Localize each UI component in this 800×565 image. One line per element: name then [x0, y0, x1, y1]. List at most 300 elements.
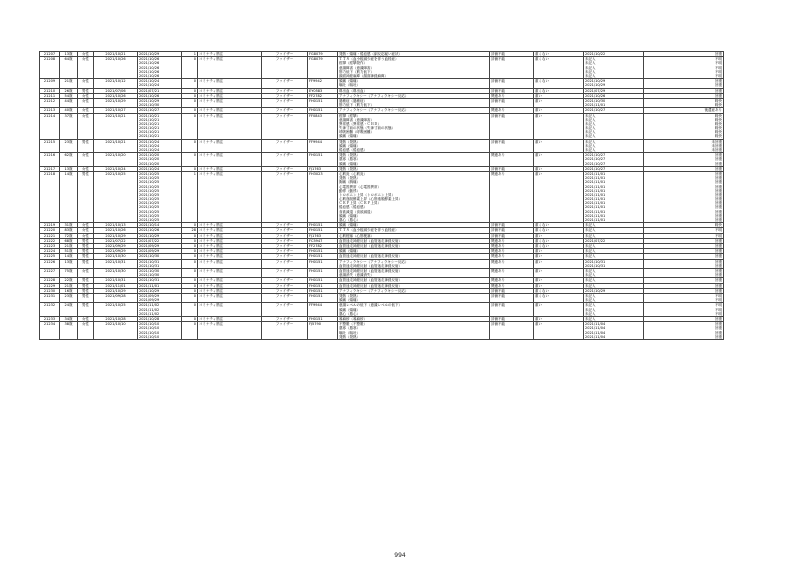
cell-dose: 0: [182, 153, 198, 167]
symptoms-line: 意識消失（意識消失）: [339, 273, 374, 278]
cell-vendor: ファイザー: [262, 249, 308, 254]
cell-date: 2021/10/30: [94, 254, 138, 259]
lot-dates-line: 2021/11/01: [139, 283, 160, 288]
outcome-line: 回復: [715, 213, 722, 218]
table-row: [40, 322, 724, 340]
cell-maker: コミナティ筋注: [198, 254, 262, 259]
lot-dates-line: 2021/10/31: [139, 278, 160, 283]
outcome-line: 回復: [715, 83, 722, 88]
cell-lot-dates: [138, 171, 182, 222]
report-date-line: 2021/11/01: [585, 192, 606, 197]
cell-sex: 男性: [78, 293, 94, 302]
report-date-line: 未記入: [585, 298, 596, 303]
symptoms-line: 頭痛（頭痛）: [339, 79, 360, 84]
cell-no: 21225: [40, 254, 60, 259]
lot-dates-line: 2021/10/21: [139, 130, 160, 135]
cell-severity: 重い: [534, 249, 584, 254]
cell-lot: FG8079: [308, 57, 338, 79]
cell-date: 2021/10/29: [94, 233, 138, 238]
symptoms-line: 食欲減退（食欲減退）: [339, 209, 374, 214]
cell-age: 40歳: [60, 108, 78, 113]
outcome-line: 回復: [715, 322, 722, 327]
lot-dates-line: 2021/09/29: [139, 298, 160, 303]
cell-causality: 評価不能: [490, 57, 534, 79]
report-date-line: 2021/11/01: [585, 171, 606, 176]
cell-sex: 男性: [78, 88, 94, 93]
lot-dates-line: 2021/10/29: [139, 233, 160, 238]
cell-vendor: ファイザー: [262, 166, 308, 171]
symptoms-line: 失神寸前の状態（失神寸前の状態）: [339, 126, 395, 131]
report-date-line: 未記入: [585, 117, 596, 122]
cell-lot: FC5947: [308, 238, 338, 243]
lot-dates-line: 2021/10/25: [139, 192, 160, 197]
outcome-line: 回復: [715, 273, 722, 278]
cell-lot: FJ1763: [308, 166, 338, 171]
cell-causality: 評価不能: [490, 288, 534, 293]
lot-dates-line: 2021/10/21: [139, 121, 160, 126]
cell-severity: 重くない: [534, 79, 584, 88]
report-date-line: 2021/11/01: [585, 201, 606, 206]
symptoms-line: 悪寒（悪寒）: [339, 326, 360, 331]
outcome-line: 回復: [715, 263, 722, 268]
cell-causality: 評価不能: [490, 113, 534, 139]
cell-date: 2021/07/06: [94, 88, 138, 93]
report-date-line: 2021/07/22: [585, 238, 606, 243]
outcome-line: 不明: [715, 307, 722, 312]
lot-dates-line: 2021/10/30: [139, 254, 160, 259]
cell-causality: 評価不能: [490, 98, 534, 107]
cell-dose: 0: [182, 113, 198, 139]
lot-dates-line: 2021/10/10: [139, 326, 160, 331]
cell-severity: 重くない: [534, 238, 584, 243]
cell-lot-dates: [138, 79, 182, 88]
cell-dose: 0: [182, 79, 198, 88]
cell-lot: FH0151: [308, 108, 338, 113]
cell-date: 2021/10/26: [94, 228, 138, 233]
cell-sex: 女性: [78, 228, 94, 233]
cell-maker: コミナティ筋注: [198, 171, 262, 222]
outcome-line: 回復: [715, 254, 722, 259]
lot-dates-line: 2021/10/25: [139, 218, 160, 223]
cell-no: 21234: [40, 322, 60, 340]
outcome-line: 軽快: [715, 130, 722, 135]
cell-vendor: ファイザー: [262, 57, 308, 79]
cell-causality: 関連あり: [490, 254, 534, 259]
cell-dose: 0: [182, 259, 198, 268]
cell-age: 14歳: [60, 171, 78, 222]
report-date-line: 2021/10/29: [585, 79, 606, 84]
report-date-line: 2021/11/01: [585, 205, 606, 210]
lot-dates-line: 2021/09/29: [139, 249, 160, 254]
cell-no: 21218: [40, 171, 60, 222]
cell-age: 68歳: [60, 238, 78, 243]
report-date-line: 未記入: [585, 65, 596, 70]
cell-maker: コミナティ筋注: [198, 238, 262, 243]
cell-date: 2021/09/29: [94, 249, 138, 254]
cell-lot: FH0151: [308, 223, 338, 228]
outcome-line: 不明: [715, 69, 722, 74]
outcome-line: 回復: [715, 326, 722, 331]
report-date-line: 未記入: [585, 303, 596, 308]
outcome-line: 不明: [715, 233, 722, 238]
outcome-line: 回復: [715, 153, 722, 158]
cell-date: 2021/10/26: [94, 57, 138, 79]
lot-dates-line: 2021/10/30: [139, 269, 160, 273]
cell-lot: FH0151: [308, 228, 338, 233]
cell-lot: FH0151: [308, 278, 338, 283]
cell-causality: 関連あり: [490, 244, 534, 249]
table-row: [40, 57, 724, 79]
cell-no: 21230: [40, 288, 60, 293]
symptoms-line: 発熱（発熱）: [339, 166, 360, 171]
cell-lot-dates: [138, 293, 182, 302]
cell-vendor: ファイザー: [262, 233, 308, 238]
cell-dose: 0: [182, 233, 198, 238]
lot-dates-line: 2021/10/25: [139, 201, 160, 206]
outcome-line: 軽快: [715, 121, 722, 126]
cell-severity: 重くない: [534, 288, 584, 293]
cell-maker: コミナティ筋注: [198, 244, 262, 249]
cell-date: 2021/10/12: [94, 79, 138, 88]
report-date-line: 未記入: [585, 130, 596, 135]
cell-dose: 0: [182, 223, 198, 228]
lot-dates-line: 2021/10/20: [139, 153, 160, 158]
report-date-line: 未記入: [585, 134, 596, 139]
lot-dates-line: 2021/10/24: [139, 139, 160, 144]
symptoms-line: 意識障害（意識障害）: [339, 65, 374, 70]
symptoms-line: 心電図異常（心電図異常）: [339, 184, 381, 189]
cell-no: 21210: [40, 88, 60, 93]
cell-report-date: [584, 98, 644, 107]
lot-dates-line: 2021/10/25: [139, 184, 160, 189]
cell-age: 21歳: [60, 244, 78, 249]
outcome-line: 回復: [715, 52, 722, 56]
report-date-line: 未記入: [585, 316, 596, 321]
cell-date: 2021/10/27: [94, 108, 138, 113]
cell-sex: 女性: [78, 52, 94, 57]
cell-causality: 評価不能: [490, 52, 534, 57]
report-date-line: 2021/11/04: [585, 334, 606, 339]
cell-dose: 0: [182, 254, 198, 259]
lot-dates-line: 2021/11/02: [139, 311, 160, 316]
report-date-line: 2021/10/31: [585, 263, 606, 268]
page-number: 994: [394, 552, 406, 559]
outcome-line: 回復: [715, 249, 722, 254]
outcome-line: 回復: [715, 259, 722, 264]
cell-vendor: ファイザー: [262, 269, 308, 278]
cell-causality: 関連あり: [490, 93, 534, 98]
cell-no: 21212: [40, 98, 60, 107]
lot-dates-line: 2021/10/14: [139, 223, 160, 228]
outcome-line: 回復: [715, 205, 722, 210]
lot-dates-line: 2021/10/25: [139, 205, 160, 210]
cell-report-date: [584, 293, 644, 302]
symptoms-line: 心筋逸脱酵素上昇（心筋逸脱酵素上昇）: [339, 197, 402, 202]
lot-dates-line: 2021/10/26: [139, 57, 160, 62]
cell-causality: 関連あり: [490, 249, 534, 254]
cell-vendor: ファイザー: [262, 303, 308, 317]
cell-dose: 28: [182, 228, 198, 233]
symptoms-line: 意識レベルの低下（意識レベルの低下）: [339, 303, 402, 308]
cell-lot: FH0151: [308, 293, 338, 302]
report-date-line: 未記入: [585, 254, 596, 259]
cell-no: 21214: [40, 113, 60, 139]
outcome-line: 回復: [715, 188, 722, 193]
symptoms-line: 蕁麻疹（蕁麻疹）: [339, 316, 367, 321]
cell-sex: 女性: [78, 108, 94, 113]
cell-dose: 0: [182, 293, 198, 302]
cell-no: 21216: [40, 153, 60, 167]
cell-severity: 重くない: [534, 223, 584, 228]
cell-dose: 0: [182, 288, 198, 293]
cell-no: 21221: [40, 233, 60, 238]
cell-age: 37歳: [60, 113, 78, 139]
table-row: [40, 259, 724, 268]
cell-maker: コミナティ筋注: [198, 293, 262, 302]
report-date-line: 未記入: [585, 143, 596, 148]
cell-causality: 関連あり: [490, 278, 534, 283]
outcome-line: 不明: [715, 61, 722, 66]
lot-dates-line: 2021/10/24: [139, 143, 160, 148]
cell-lot-dates: [138, 303, 182, 317]
lot-dates-line: 2021/11/02: [139, 307, 160, 312]
lot-dates-line: 2021/10/21: [139, 117, 160, 122]
symptoms-line: 発熱（発熱）: [339, 293, 360, 298]
report-date-line: 未記入: [585, 244, 596, 249]
cell-date: 2021/10/31: [94, 278, 138, 283]
outcome-line: 未回復: [711, 139, 722, 144]
cell-no: 21223: [40, 244, 60, 249]
lot-dates-line: 2021/07/22: [139, 238, 160, 243]
symptoms-line: 鼻出血（鼻出血）: [339, 88, 367, 93]
outcome-line: 軽快: [715, 113, 722, 118]
symptoms-line: 血管迷走神経反射（血管迷走神経反射）: [339, 238, 402, 243]
cell-age: 83歳: [60, 228, 78, 233]
cell-severity: 重い: [534, 171, 584, 222]
outcome-line: 回復: [715, 334, 722, 339]
cell-symptoms: [338, 79, 490, 88]
cell-causality: 評価不能: [490, 223, 534, 228]
symptoms-line: 頭痛（頭痛）: [339, 134, 360, 139]
cell-lot-dates: [138, 269, 182, 278]
cell-date: 2021/10/31: [94, 259, 138, 268]
cell-severity: 重い: [534, 113, 584, 139]
cell-lot: FH3023: [308, 171, 338, 222]
symptoms-line: 頭痛（頭痛）: [339, 213, 360, 218]
cell-age: 72歳: [60, 233, 78, 238]
symptoms-line: 悪寒（悪寒）: [339, 157, 360, 162]
cell-age: 54歳: [60, 93, 78, 98]
cell-dose: 0: [182, 139, 198, 153]
cell-sex: 男性: [78, 254, 94, 259]
report-date-line: 2021/11/04: [585, 330, 606, 335]
symptoms-line: 頭痛（頭痛）: [339, 298, 360, 303]
lot-dates-line: 2021/10/29: [139, 288, 160, 293]
cell-outcome: [644, 259, 724, 268]
cell-severity: 重くない: [534, 57, 584, 79]
cell-no: 21228: [40, 278, 60, 283]
lot-dates-line: 2021/10/24: [139, 148, 160, 152]
lot-dates-line: 2021/10/25: [139, 197, 160, 202]
cell-vendor: ファイザー: [262, 223, 308, 228]
cell-symptoms: [338, 171, 490, 222]
cell-symptoms: [338, 269, 490, 278]
cell-maker: コミナティ筋注: [198, 283, 262, 288]
cell-age: 13歳: [60, 259, 78, 268]
report-date-line: 未記入: [585, 148, 596, 152]
cell-lot: FH0151: [308, 316, 338, 321]
report-date-line: 未記入: [585, 311, 596, 316]
symptoms-line: アナフィラキシー（アナフィラキシー反応）: [339, 259, 409, 264]
lot-dates-line: 2021/10/26: [139, 61, 160, 66]
cell-causality: 評価不能: [490, 293, 534, 302]
outcome-line: 不明: [715, 311, 722, 316]
lot-dates-line: 2021/10/26: [139, 228, 160, 233]
cell-report-date: [584, 269, 644, 278]
report-date-line: 未記入: [585, 269, 596, 273]
cell-vendor: ファイザー: [262, 139, 308, 153]
cell-report-date: [584, 303, 644, 317]
cell-symptoms: [338, 303, 490, 317]
report-date-line: 2021/10/27: [585, 153, 606, 158]
outcome-line: 回復: [715, 180, 722, 185]
cell-sex: 男性: [78, 139, 94, 153]
outcome-line: 回復: [715, 218, 722, 223]
cell-no: 21209: [40, 79, 60, 88]
cell-date: 2021/09/29: [94, 244, 138, 249]
symptoms-line: 血管迷走神経反射（血管迷走神経反射）: [339, 269, 402, 273]
cell-maker: コミナティ筋注: [198, 303, 262, 317]
report-date-line: 未記入: [585, 139, 596, 144]
cell-no: 21219: [40, 223, 60, 228]
cell-lot: FH0151: [308, 249, 338, 254]
cell-causality: 評価不能: [490, 303, 534, 317]
cell-no: 21224: [40, 249, 60, 254]
outcome-line: 回復: [715, 79, 722, 84]
cell-lot: FF9942: [308, 79, 338, 88]
cell-dose: 0: [182, 244, 198, 249]
outcome-line: 不明: [715, 228, 722, 233]
report-table-container: [39, 51, 723, 490]
symptoms-line: 発熱（発熱）: [339, 153, 360, 158]
cell-causality: 評価不能: [490, 88, 534, 93]
lot-dates-line: 2021/10/20: [139, 161, 160, 166]
cell-causality: 評価不能: [490, 79, 534, 88]
symptoms-line: 悪心（悪心）: [339, 311, 360, 316]
report-date-line: 2021/11/01: [585, 218, 606, 223]
cell-dose: 0: [182, 249, 198, 254]
report-date-line: 2021/11/04: [585, 322, 606, 327]
cell-sex: 男性: [78, 238, 94, 243]
lot-dates-line: 2021/10/10: [139, 330, 160, 335]
cell-outcome: [644, 322, 724, 340]
lot-dates-line: 2021/10/20: [139, 157, 160, 162]
symptoms-line: 痙攣（痙攣発作）: [339, 61, 367, 66]
report-date-line: 2021/10/27: [585, 161, 606, 166]
cell-causality: 関連あり: [490, 238, 534, 243]
cell-dose: 0: [182, 269, 198, 278]
cell-severity: 重くない: [534, 293, 584, 302]
cell-outcome: [644, 98, 724, 107]
symptoms-line: アナフィラキシー（アナフィラキシー反応）: [339, 288, 409, 293]
cell-maker: コミナティ筋注: [198, 166, 262, 171]
cell-lot: FH0151: [308, 98, 338, 107]
cell-no: 21217: [40, 166, 60, 171]
report-date-line: 未記入: [585, 57, 596, 62]
outcome-line: 軽快: [715, 126, 722, 131]
cell-causality: 評価不能: [490, 139, 534, 153]
cell-vendor: ファイザー: [262, 93, 308, 98]
symptoms-line: 発熱・頭痛・倦怠感（副反応疑い症状）: [339, 52, 402, 56]
cell-sex: 女性: [78, 113, 94, 139]
outcome-line: 回復: [715, 201, 722, 206]
cell-maker: コミナティ筋注: [198, 88, 262, 93]
cell-lot-dates: [138, 259, 182, 268]
symptoms-line: 心筋炎（心筋炎）: [339, 171, 367, 176]
outcome-line: 不明: [715, 73, 722, 78]
cell-report-date: [584, 139, 644, 153]
report-date-line: 未記入: [585, 278, 596, 283]
table-row: [40, 79, 724, 88]
cell-age: 21歳: [60, 283, 78, 288]
cell-lot: FF2782: [308, 93, 338, 98]
cell-severity: 重い: [534, 278, 584, 283]
symptoms-line: 不整脈（不整脈）: [339, 322, 367, 327]
lot-dates-line: 2021/10/27: [139, 108, 160, 113]
cell-severity: 重い: [534, 316, 584, 321]
cell-lot-dates: [138, 139, 182, 153]
cell-age: 13歳: [60, 52, 78, 57]
report-date-line: 2021/10/29: [585, 83, 606, 88]
cell-vendor: ファイザー: [262, 98, 308, 107]
cell-maker: コミナティ筋注: [198, 79, 262, 88]
table-row: [40, 153, 724, 167]
report-date-line: 2021/10/26: [585, 93, 606, 98]
cell-vendor: ファイザー: [262, 244, 308, 249]
cell-no: 21208: [40, 57, 60, 79]
cell-lot: FF9944: [308, 139, 338, 153]
cell-lot: EY0583: [308, 88, 338, 93]
cell-causality: 関連あり: [490, 259, 534, 268]
cell-report-date: [584, 79, 644, 88]
lot-dates-line: 2021/10/26: [139, 65, 160, 70]
report-date-line: 2021/10/27: [585, 108, 606, 113]
cell-vendor: ファイザー: [262, 288, 308, 293]
report-date-line: 2021/10/31: [585, 259, 606, 264]
lot-dates-line: 2021/10/26: [139, 69, 160, 74]
cell-date: 2021/10/13: [94, 223, 138, 228]
cell-maker: コミナティ筋注: [198, 322, 262, 340]
cell-sex: 女性: [78, 57, 94, 79]
report-date-line: 未記入: [585, 69, 596, 74]
cell-no: 21232: [40, 303, 60, 317]
cell-date: 2021/10/21: [94, 113, 138, 139]
symptoms-line: 痙攣（痙攣）: [339, 113, 360, 118]
symptoms-line: ＣＲＰ上昇（ＣＲＰ上昇）: [339, 201, 381, 206]
outcome-line: 回復: [715, 88, 722, 93]
symptoms-line: 血管迷走神経反射（血管迷走神経反射）: [339, 278, 402, 283]
cell-severity: 重い: [534, 283, 584, 288]
cell-causality: 関連あり: [490, 283, 534, 288]
cell-severity: 重い: [534, 98, 584, 107]
cell-lot-dates: [138, 322, 182, 340]
cell-no: 21226: [40, 259, 60, 268]
cell-lot: FH0151: [308, 153, 338, 167]
symptoms-line: 倦怠感（倦怠感）: [339, 148, 367, 152]
cell-maker: コミナティ筋注: [198, 113, 262, 139]
cell-no: 21229: [40, 283, 60, 288]
cell-sex: 男性: [78, 249, 94, 254]
